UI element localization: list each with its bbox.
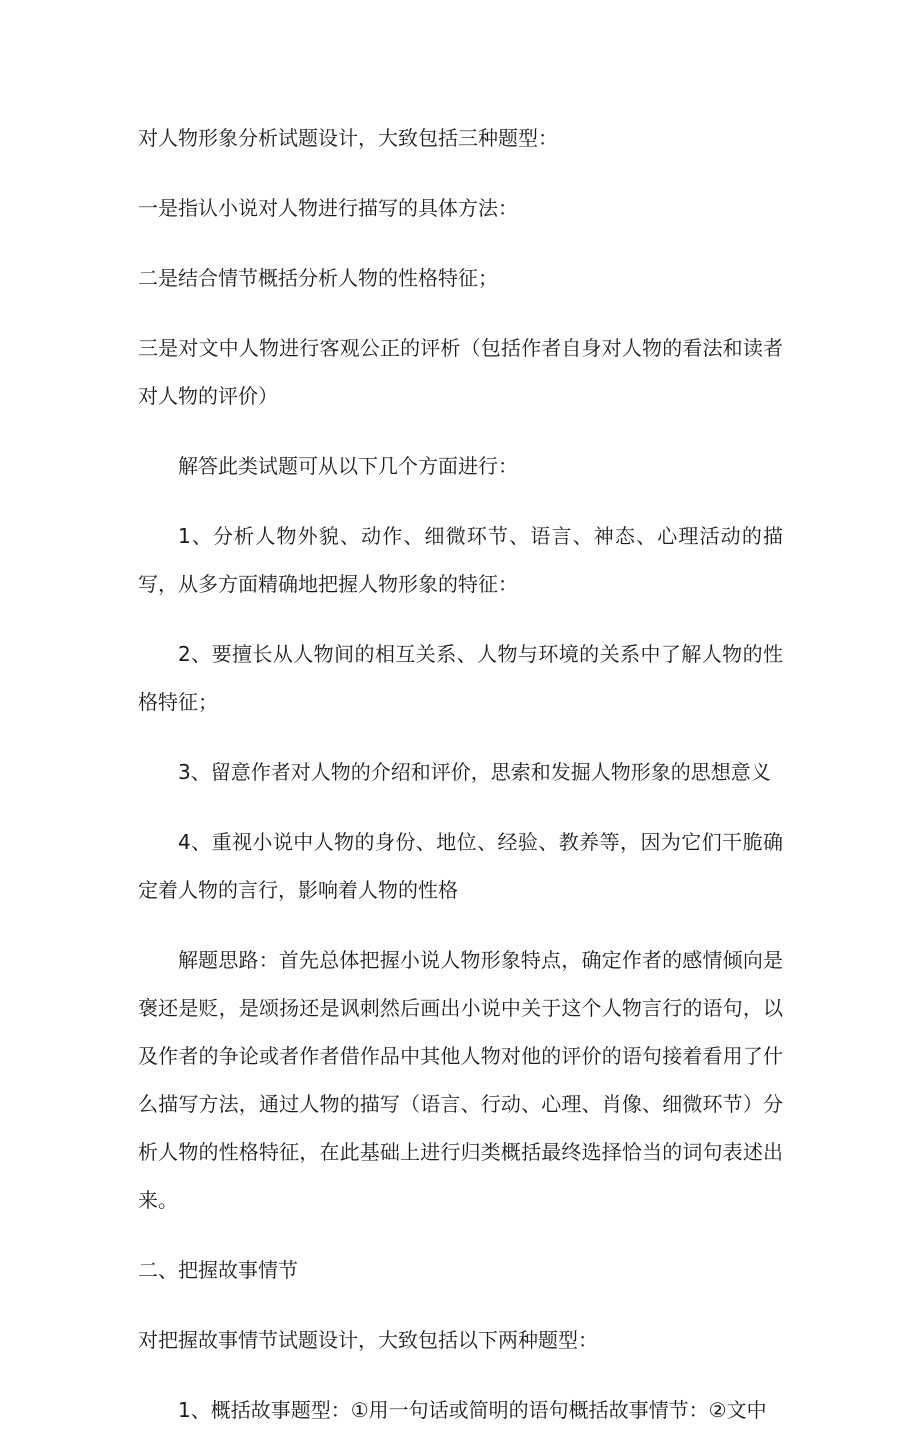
paragraph-plot-intro: 对把握故事情节试题设计，大致包括以下两种题型：	[138, 1328, 598, 1352]
section-heading-plot: 二、把握故事情节	[138, 1258, 298, 1282]
paragraph-type-two: 二是结合情节概括分析人物的性格特征；	[138, 266, 498, 290]
paragraph-point-2: 2、要擅长从人物间的相互关系、人物与环境的关系中了解人物的性格特征；	[138, 642, 783, 714]
paragraph-point-3: 3、留意作者对人物的介绍和评价，思索和发掘人物形象的思想意义	[178, 760, 771, 784]
paragraph-plot-point-1: 1、概括故事题型：①用一句话或简明的语句概括故事情节：②文中	[178, 1398, 767, 1422]
paragraph-approach-intro: 解答此类试题可从以下几个方面进行：	[178, 454, 518, 478]
document-body	[138, 114, 783, 1456]
paragraph-type-three: 三是对文中人物进行客观公正的评析（包括作者自身对人物的看法和读者对人物的评价）	[138, 336, 783, 408]
paragraph-point-4: 4、重视小说中人物的身份、地位、经验、教养等，因为它们干脆确定着人物的言行，影响着人物的性格	[138, 830, 783, 902]
paragraph-solution-idea: 解题思路：首先总体把握小说人物形象特点，确定作者的感情倾向是褒还是贬，是颂扬还是讽刺然后画出小说中关于这个人物言行的语句，以及作者的争论或者作者借作品中其他人物对他的评价的语句接着看用了什么描写方法，通过人物的描写（语言、行动、心理、肖像、细微环节）分析人物的性格特征，在此基础上进行归类概括最终选择恰当的词句表述出来。	[138, 948, 783, 1212]
paragraph-intro: 对人物形象分析试题设计，大致包括三种题型：	[138, 126, 558, 150]
paragraph-type-one: 一是指认小说对人物进行描写的具体方法：	[138, 196, 518, 220]
paragraph-point-1: 1、分析人物外貌、动作、细微环节、语言、神态、心理活动的描写，从多方面精确地把握人物形象的特征：	[138, 524, 783, 596]
